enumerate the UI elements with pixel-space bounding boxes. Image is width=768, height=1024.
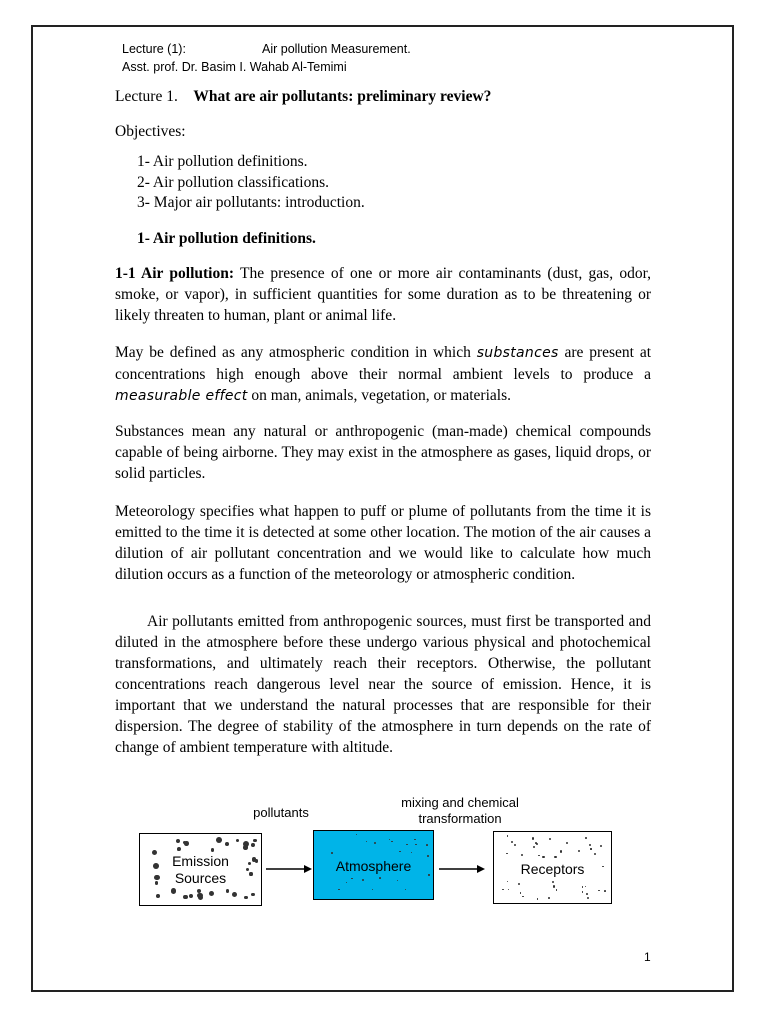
particle-dot bbox=[211, 848, 214, 851]
definition-text: The presence of one or more air contaminants (dust, gas, odor, smoke, or vapor), in sufficient quantities for some duration as to be threatening or likely threaten to human, plant or animal life. bbox=[115, 265, 651, 324]
header-line-1 bbox=[122, 42, 411, 56]
label-mixing-line-2: transformation bbox=[418, 811, 502, 826]
p2-italic-measurable-effect: measurable effect bbox=[115, 388, 248, 404]
particle-dot bbox=[374, 842, 376, 844]
particle-dot bbox=[600, 845, 602, 847]
objective-item-3: 3- Major air pollutants: introduction. bbox=[137, 194, 365, 211]
particle-dot bbox=[533, 846, 535, 848]
particle-dot bbox=[406, 844, 408, 846]
particle-dot bbox=[587, 897, 589, 899]
particle-dot bbox=[532, 837, 534, 839]
p2-text-b: are present at concentrations high enough above their normal ambient levels to produce a bbox=[115, 344, 652, 383]
particle-dot bbox=[428, 874, 429, 875]
particle-dot bbox=[582, 886, 584, 888]
arrow-right-icon bbox=[266, 862, 312, 876]
particle-dot bbox=[232, 892, 237, 897]
objective-item-2: 2- Air pollution classifications. bbox=[137, 174, 330, 191]
particle-dot bbox=[549, 838, 551, 840]
emission-label-line-1: Emission bbox=[172, 853, 229, 869]
header-course: Air pollution Measurement. bbox=[262, 42, 411, 56]
particle-dot bbox=[184, 841, 189, 846]
particle-dot bbox=[251, 843, 255, 847]
particle-dot bbox=[585, 837, 587, 839]
label-mixing-line-1: mixing and chemical bbox=[401, 795, 519, 810]
header-lecture: Lecture (1): bbox=[122, 42, 186, 56]
particle-dot bbox=[397, 880, 398, 881]
particle-dot bbox=[362, 879, 364, 881]
particle-dot bbox=[226, 889, 229, 892]
particle-dot bbox=[590, 848, 591, 849]
particle-dot bbox=[506, 853, 508, 855]
paragraph-meteorology: Meteorology specifies what happen to puff or plume of pollutants from the time it is emitted to the time it is detected at some other location. The motion of the air causes a dilution of air pollutant concentration and we would like to calculate how much dilution occurs as a function of the meteorology or atmospheric condition. bbox=[115, 503, 651, 583]
particle-dot bbox=[507, 881, 508, 882]
p2-text-c: on man, animals, vegetation, or materials. bbox=[247, 387, 511, 404]
particle-dot bbox=[338, 889, 339, 890]
particle-dot bbox=[542, 856, 544, 858]
paragraph-substances: Substances mean any natural or anthropogenic (man-made) chemical compounds capable of being airborne. They may exist in the atmosphere as gases, liquid drops, or solid particles. bbox=[115, 423, 651, 482]
particle-dot bbox=[209, 891, 214, 896]
particle-dot bbox=[586, 893, 588, 895]
particle-dot bbox=[514, 844, 516, 846]
atmosphere-label: Atmosphere bbox=[335, 858, 412, 874]
particle-dot bbox=[589, 844, 591, 846]
particle-dot bbox=[536, 843, 538, 845]
particle-dot bbox=[507, 835, 508, 836]
particle-dot bbox=[553, 885, 555, 887]
particle-dot bbox=[538, 855, 540, 857]
particle-dot bbox=[366, 841, 367, 842]
particle-dot bbox=[216, 837, 222, 843]
particle-dot bbox=[249, 872, 252, 875]
particle-dot bbox=[556, 889, 557, 890]
particle-dot bbox=[511, 841, 513, 843]
receptors-box bbox=[493, 831, 612, 904]
particle-dot bbox=[411, 852, 412, 853]
particle-dot bbox=[560, 850, 562, 852]
particle-dot bbox=[548, 897, 550, 899]
arrow-right-icon bbox=[439, 862, 485, 876]
atmosphere-box bbox=[313, 830, 434, 900]
particle-dot bbox=[183, 895, 187, 899]
particle-dot bbox=[253, 839, 256, 842]
particle-dot bbox=[414, 839, 416, 841]
particle-dot bbox=[585, 886, 586, 887]
particle-dot bbox=[604, 890, 606, 892]
particle-dot bbox=[426, 844, 428, 846]
emission-sources-box bbox=[139, 833, 262, 906]
particle-dot bbox=[566, 842, 568, 844]
definition-term: 1-1 Air pollution: bbox=[115, 265, 235, 282]
particle-dot bbox=[251, 893, 255, 897]
emission-label-line-2: Sources bbox=[174, 870, 227, 886]
particle-dot bbox=[156, 894, 160, 898]
particle-dot bbox=[552, 881, 554, 883]
particle-dot bbox=[537, 898, 538, 899]
label-pollutants: pollutants bbox=[253, 805, 309, 820]
particle-dot bbox=[372, 889, 373, 890]
particle-dot bbox=[598, 890, 600, 892]
objectives-heading: Objectives: bbox=[115, 123, 186, 140]
p2-italic-substances: substances bbox=[476, 345, 559, 361]
particle-dot bbox=[351, 878, 353, 880]
objective-item-1: 1- Air pollution definitions. bbox=[137, 153, 308, 170]
particle-dot bbox=[415, 844, 416, 845]
section-heading-text: 1- Air pollution definitions. bbox=[137, 230, 316, 247]
particle-dot bbox=[346, 882, 348, 884]
particle-dot bbox=[331, 852, 333, 854]
paragraph-atmospheric-condition bbox=[115, 342, 651, 407]
p2-text-a: May be defined as any atmospheric condition in which bbox=[115, 344, 477, 361]
particle-dot bbox=[243, 845, 247, 849]
lecture-title-prefix: Lecture 1. bbox=[115, 88, 178, 105]
particle-dot bbox=[405, 889, 406, 890]
particle-dot bbox=[244, 896, 248, 900]
particle-dot bbox=[391, 841, 393, 843]
label-mixing bbox=[370, 795, 550, 827]
section-heading bbox=[137, 228, 316, 249]
paragraph-air-pollution-definition bbox=[115, 263, 651, 326]
emission-sources-label bbox=[140, 853, 261, 887]
particle-dot bbox=[176, 839, 180, 843]
particle-dot bbox=[554, 856, 556, 858]
lecture-title-text: What are air pollutants: preliminary review? bbox=[193, 88, 492, 105]
page-number: 1 bbox=[644, 950, 651, 964]
particle-dot bbox=[508, 889, 509, 890]
receptors-label: Receptors bbox=[520, 861, 585, 877]
header-author: Asst. prof. Dr. Basim I. Wahab Al-Temimi bbox=[122, 60, 347, 74]
particle-dot bbox=[225, 842, 229, 846]
particle-dot bbox=[379, 877, 381, 879]
particle-dot bbox=[518, 883, 520, 885]
particle-dot bbox=[520, 892, 522, 894]
particle-dot bbox=[594, 853, 596, 855]
particle-dot bbox=[522, 896, 523, 897]
particle-dot bbox=[502, 889, 504, 891]
particle-dot bbox=[356, 834, 357, 835]
particle-dot bbox=[189, 894, 193, 898]
particle-dot bbox=[582, 891, 584, 893]
particle-dot bbox=[578, 850, 580, 852]
paragraph-air-pollutants-emitted: Air pollutants emitted from anthropogenic sources, must first be transported and diluted in the atmosphere before these undergo various physical and photochemical transformations, and ultimately reach their receptors. Otherwise, the pollutant concentrations reach dangerous level near the source of emission. Hence, it is important that we understand the natural processes that are responsible for their dispersion. The degree of stability of the atmosphere in turn depends on the rate of change of ambient temperature with altitude. bbox=[115, 613, 651, 756]
lecture-title bbox=[115, 86, 491, 107]
particle-dot bbox=[427, 855, 429, 857]
particle-dot bbox=[171, 888, 176, 893]
particle-dot bbox=[389, 839, 390, 840]
particle-dot bbox=[236, 839, 239, 842]
particle-dot bbox=[154, 875, 159, 880]
particle-dot bbox=[399, 851, 401, 853]
particle-dot bbox=[521, 854, 523, 856]
